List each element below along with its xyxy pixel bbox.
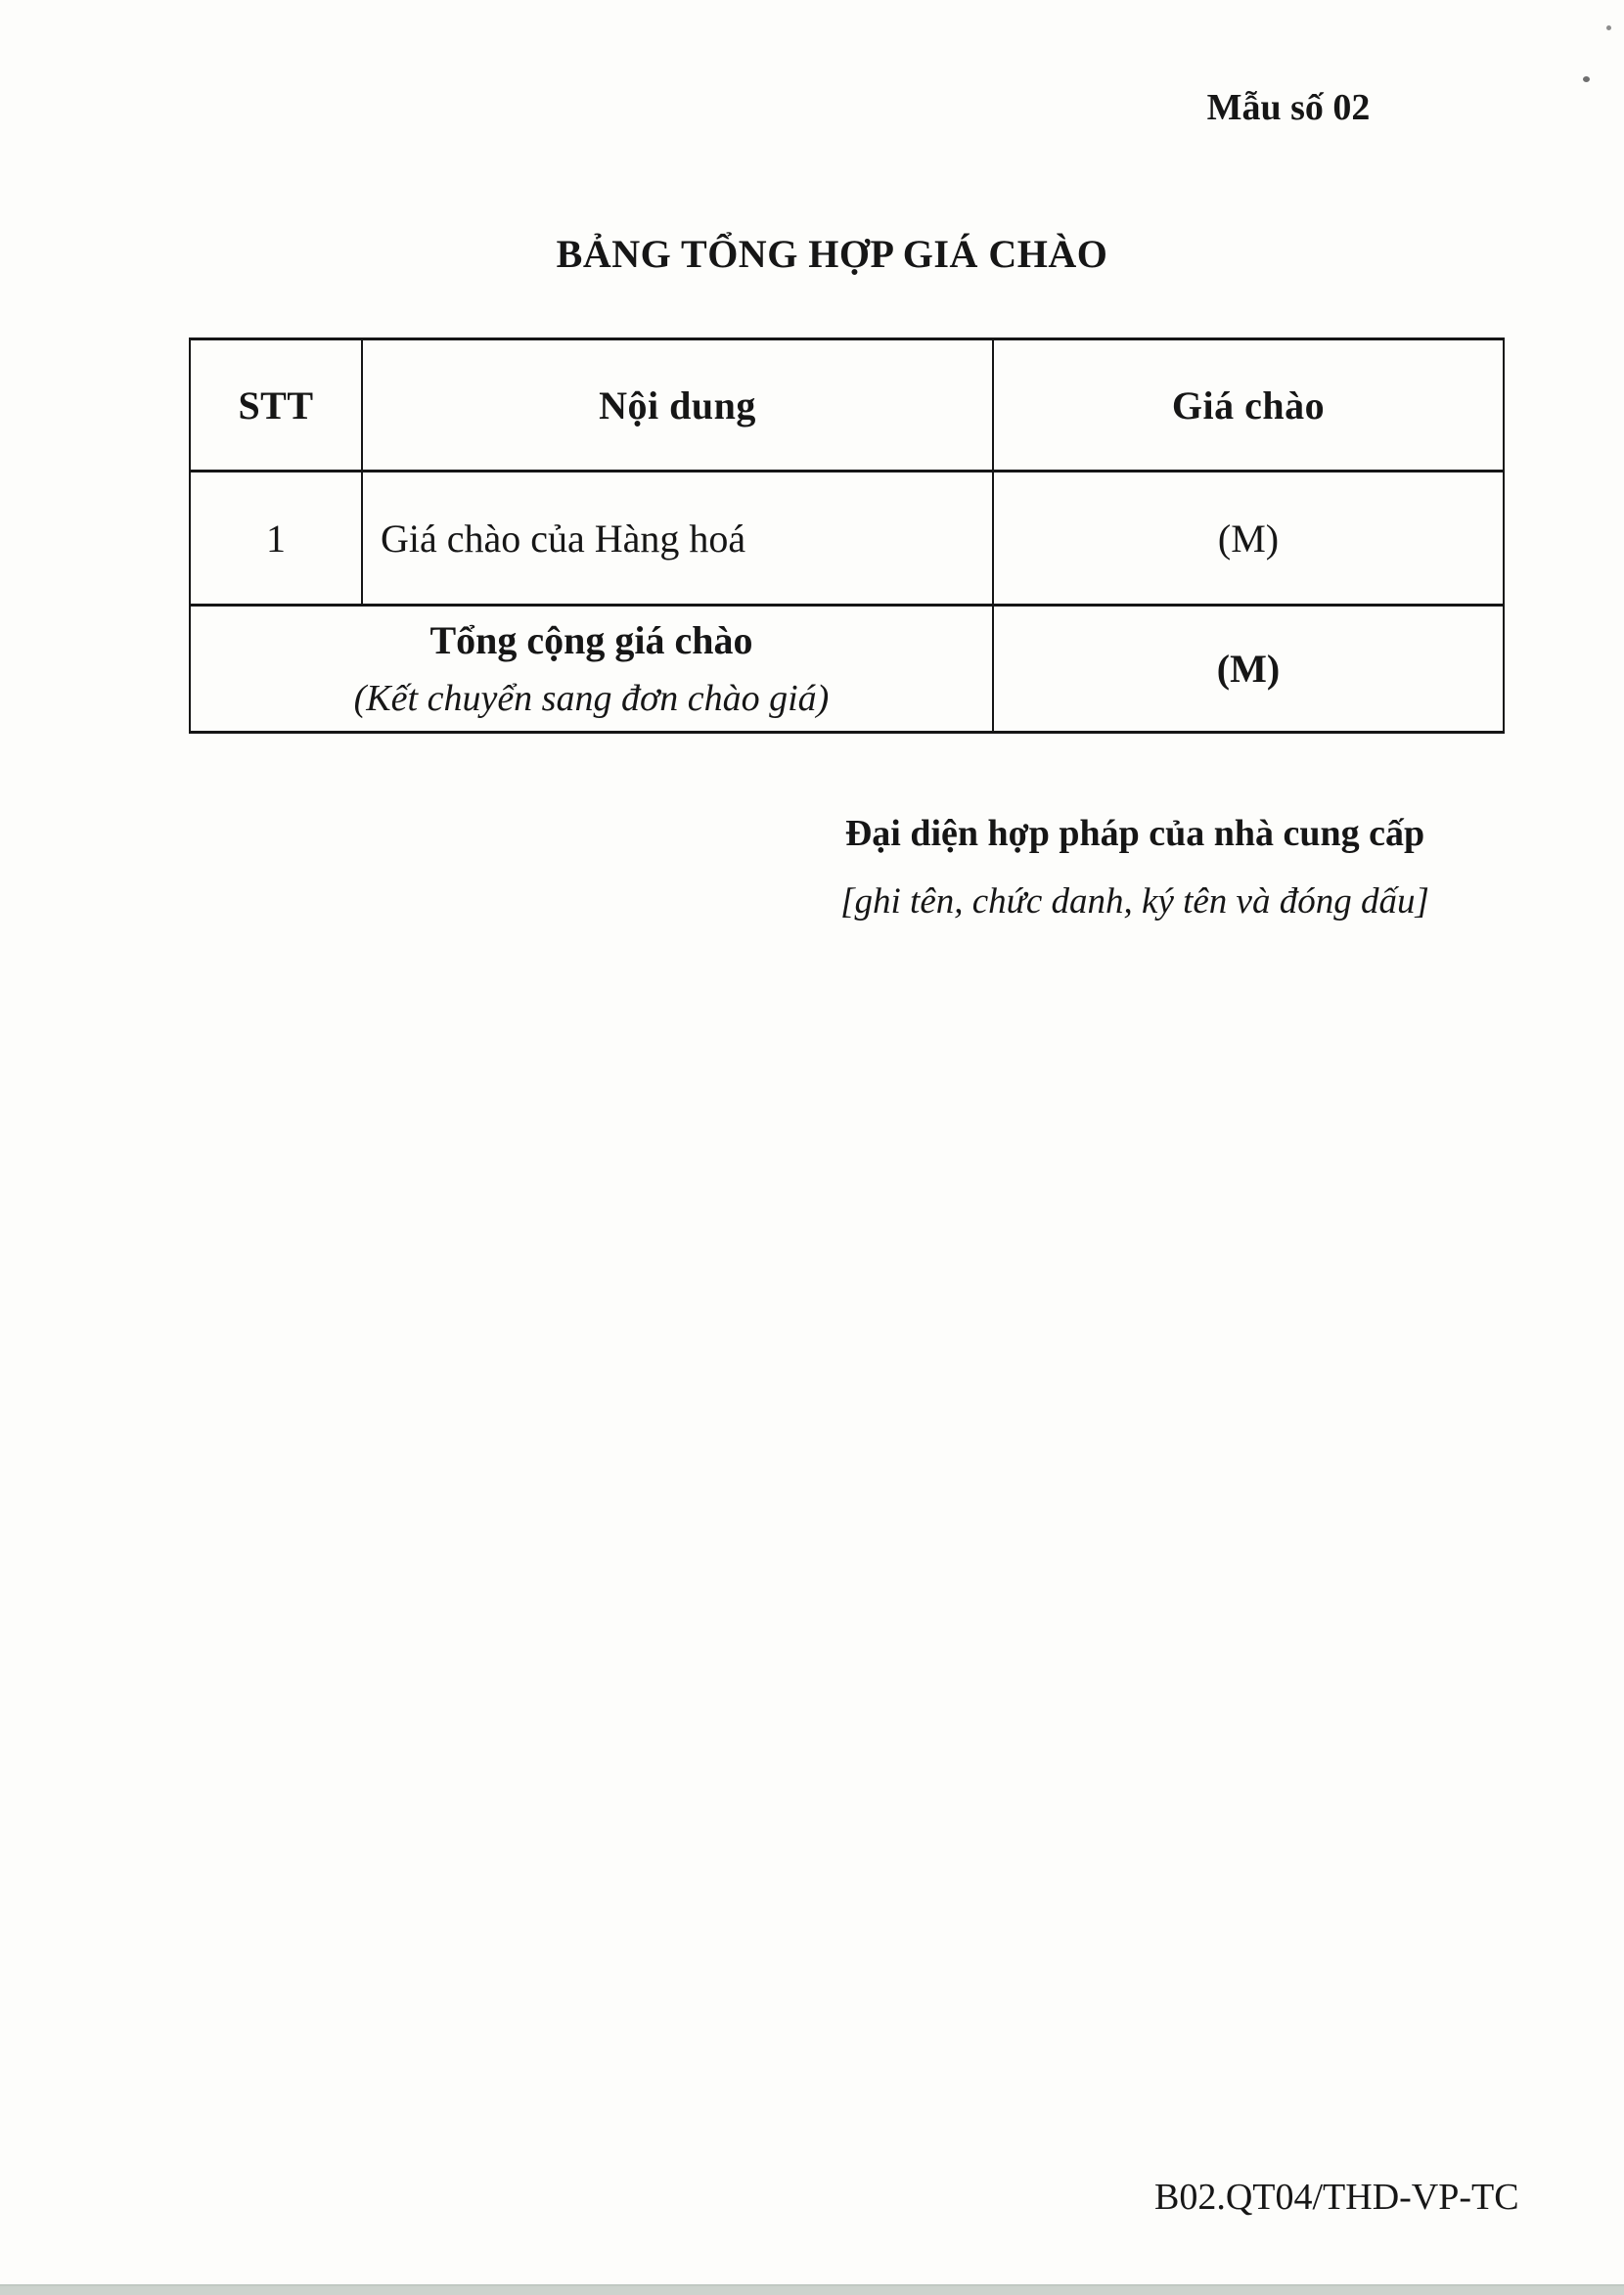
total-label-line2: (Kết chuyển sang đơn chào giá) bbox=[353, 678, 830, 719]
cell-stt: 1 bbox=[190, 472, 362, 606]
total-row bbox=[190, 606, 1504, 733]
page-edge-shadow bbox=[0, 2284, 1624, 2295]
signature-title: Đại diện hợp pháp của nhà cung cấp bbox=[844, 813, 1425, 854]
table-row bbox=[190, 472, 1504, 606]
cell-noi-dung: Giá chào của Hàng hoá bbox=[362, 472, 993, 606]
quote-summary-table bbox=[189, 338, 1505, 734]
form-code: Mẫu số 02 bbox=[1206, 87, 1371, 128]
total-label-line1: Tổng cộng giá chào bbox=[429, 618, 753, 662]
table-header-row bbox=[190, 339, 1504, 472]
total-gia-chao-cell: (M) bbox=[993, 606, 1504, 733]
scan-speck bbox=[1583, 76, 1590, 82]
cell-gia-chao: (M) bbox=[993, 472, 1504, 606]
signature-block bbox=[802, 812, 1467, 922]
total-label-cell bbox=[190, 606, 993, 733]
col-header-gia-chao: Giá chào bbox=[993, 339, 1504, 472]
col-header-noi-dung: Nội dung bbox=[362, 339, 993, 472]
signature-note: [ghi tên, chức danh, ký tên và đóng dấu] bbox=[840, 881, 1429, 922]
footer-code: B02.QT04/THD-VP-TC bbox=[1154, 2177, 1519, 2218]
scan-speck bbox=[1606, 25, 1611, 30]
page-title: BẢNG TỔNG HỢP GIÁ CHÀO bbox=[556, 232, 1108, 276]
col-header-stt: STT bbox=[190, 339, 362, 472]
